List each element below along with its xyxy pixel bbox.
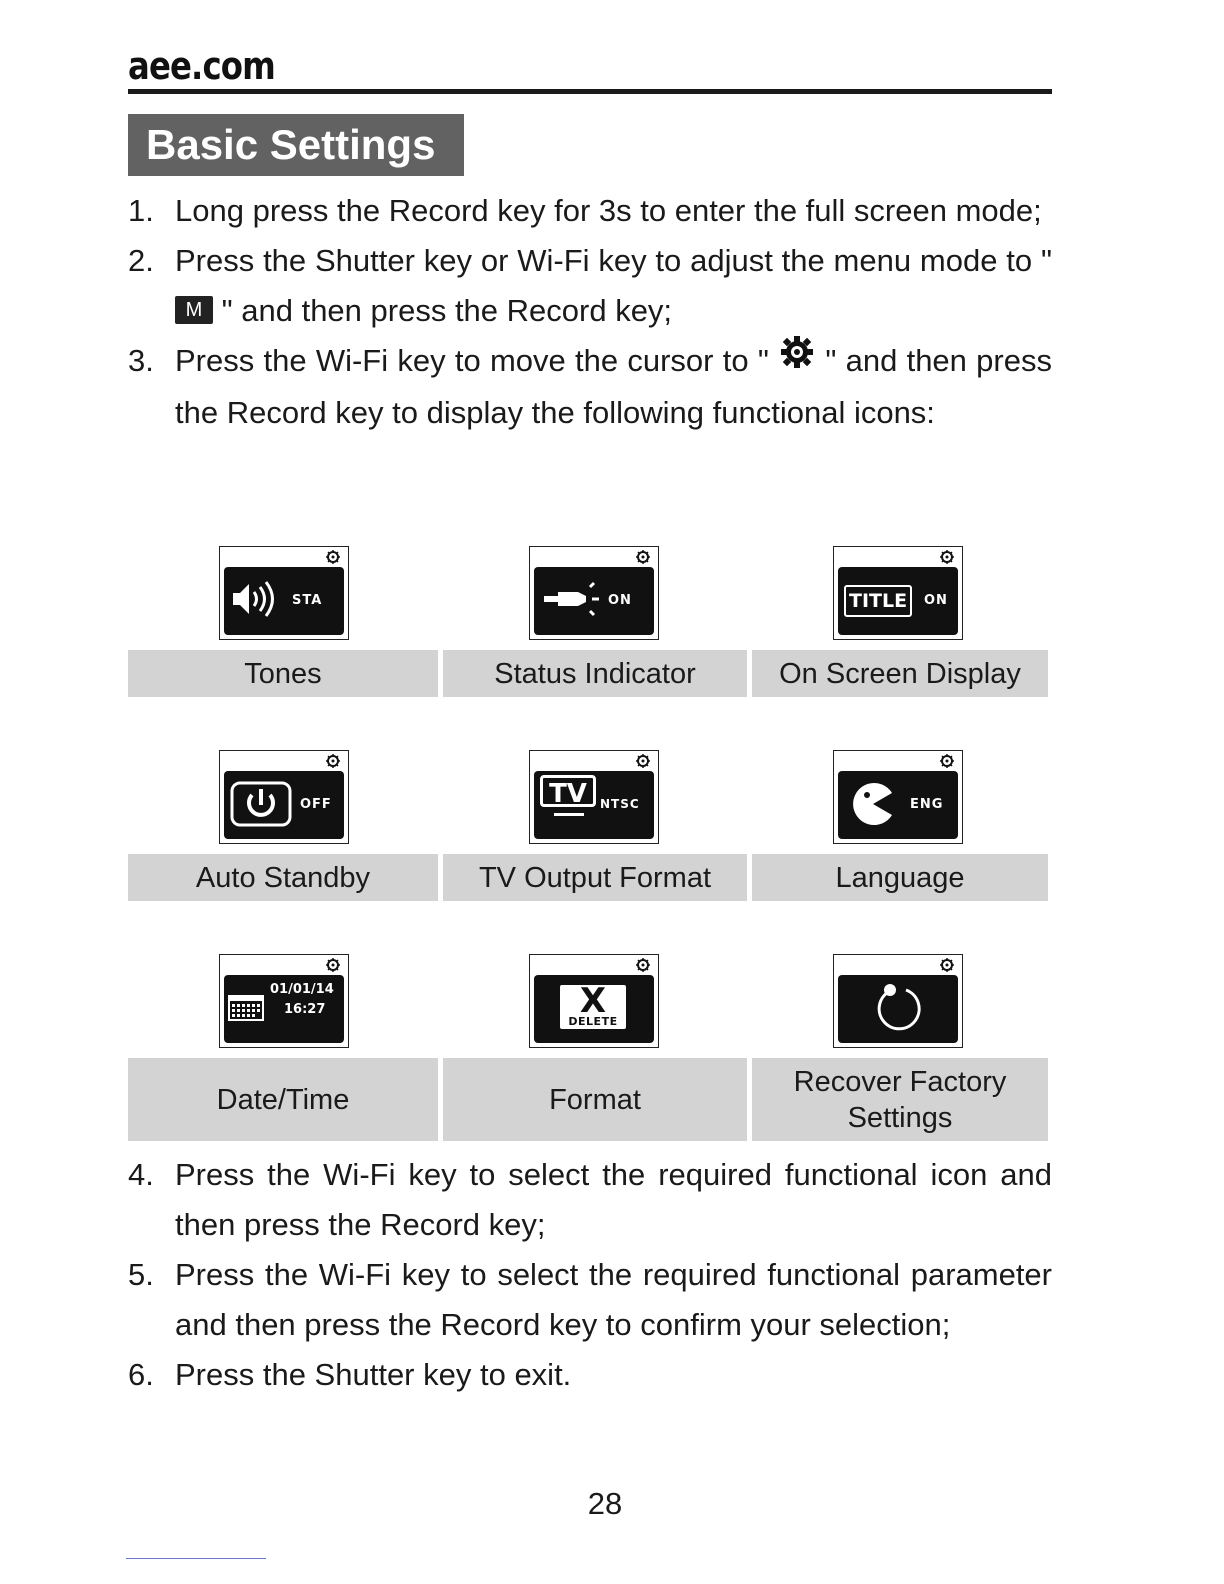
settings-gear-icon — [778, 334, 816, 385]
step-text-part: Press the Wi-Fi key to move the cursor to " — [175, 343, 769, 378]
calendar-icon — [228, 995, 264, 1021]
status-indicator-label: Status Indicator — [443, 650, 747, 697]
step-6 — [128, 1350, 1052, 1400]
tv-output-value: NTSC — [600, 797, 640, 811]
status-indicator-panel — [534, 567, 654, 635]
step-text — [175, 336, 1052, 438]
tv-icon: TV — [540, 775, 596, 807]
brand-logo: aee.com — [128, 44, 275, 88]
format-panel — [534, 975, 654, 1043]
step-5 — [128, 1250, 1052, 1350]
tones-panel — [224, 567, 344, 635]
date-time-panel — [224, 975, 344, 1043]
reset-icon — [872, 981, 926, 1035]
status-indicator-screen — [529, 546, 659, 640]
step-number: 4. — [128, 1157, 154, 1192]
speaker-icon — [230, 579, 286, 619]
step-text: Long press the Record key for 3s to enter the full screen mode; — [175, 193, 1042, 228]
corner-gear-icon — [940, 958, 954, 972]
functional-icons-grid — [128, 546, 1048, 1160]
power-icon — [230, 780, 294, 828]
corner-gear-icon — [326, 754, 340, 768]
step-text: Press the Wi-Fi key to select the required functional parameter and then press the Record key to confirm your selection; — [175, 1257, 1052, 1342]
date-time-screen — [219, 954, 349, 1048]
step-2 — [128, 236, 1052, 336]
footer-link-underline — [126, 1558, 266, 1559]
date-value: 01/01/14 — [270, 982, 334, 997]
language-label: Language — [752, 854, 1048, 901]
recover-factory-screen — [833, 954, 963, 1048]
language-screen — [833, 750, 963, 844]
delete-icon — [560, 981, 626, 1029]
osd-label: On Screen Display — [752, 650, 1048, 697]
auto-standby-screen — [219, 750, 349, 844]
tones-value: STA — [292, 593, 323, 608]
steps-list-bottom — [128, 1150, 1052, 1400]
step-1 — [128, 186, 1052, 236]
step-text: Press the Shutter key to exit. — [175, 1357, 572, 1392]
header-rule — [128, 89, 1052, 94]
osd-panel — [838, 567, 958, 635]
icon-row — [128, 954, 1048, 1160]
auto-standby-panel — [224, 771, 344, 839]
recover-factory-panel — [838, 975, 958, 1043]
light-indicator-icon — [542, 579, 602, 619]
language-value: ENG — [910, 797, 944, 812]
corner-gear-icon — [636, 958, 650, 972]
corner-gear-icon — [940, 754, 954, 768]
step-text — [175, 236, 1052, 336]
step-4 — [128, 1150, 1052, 1250]
tv-stand — [554, 813, 584, 816]
step-number: 1. — [128, 193, 154, 228]
delete-mark: X — [579, 981, 607, 1021]
corner-gear-icon — [326, 550, 340, 564]
auto-standby-value: OFF — [300, 797, 332, 812]
step-text-part: Press the Shutter key or Wi-Fi key to adjust the menu mode to " — [175, 243, 1052, 278]
corner-gear-icon — [636, 550, 650, 564]
osd-value: ON — [924, 593, 948, 608]
tv-output-label: TV Output Format — [443, 854, 747, 901]
osd-screen — [833, 546, 963, 640]
step-number: 6. — [128, 1357, 154, 1392]
page-number: 28 — [587, 1486, 623, 1521]
corner-gear-icon — [326, 958, 340, 972]
tv-output-screen — [529, 750, 659, 844]
step-text-part: " and then press the Record key to display the following functional icons: — [175, 343, 1052, 431]
format-label: Format — [443, 1058, 747, 1141]
format-screen — [529, 954, 659, 1048]
section-title: Basic Settings — [128, 114, 464, 176]
step-number: 3. — [128, 343, 154, 378]
recover-factory-label: Recover Factory Settings — [752, 1058, 1048, 1141]
step-text: Press the Wi-Fi key to select the required functional icon and then press the Record key; — [175, 1157, 1052, 1242]
icon-row — [128, 750, 1048, 954]
title-icon: TITLE — [844, 585, 912, 617]
time-value: 16:27 — [284, 1002, 326, 1017]
delete-text: DELETE — [568, 1015, 618, 1028]
tones-screen — [219, 546, 349, 640]
status-indicator-value: ON — [608, 593, 632, 608]
corner-gear-icon — [636, 754, 650, 768]
step-text-part: " and then press the Record key; — [221, 293, 673, 328]
step-3 — [128, 336, 1052, 438]
auto-standby-label: Auto Standby — [128, 854, 438, 901]
step-number: 2. — [128, 243, 154, 278]
step-number: 5. — [128, 1257, 154, 1292]
tones-label: Tones — [128, 650, 438, 697]
icon-row — [128, 546, 1048, 750]
menu-mode-icon: M — [175, 296, 213, 324]
language-panel — [838, 771, 958, 839]
tv-output-panel — [534, 771, 654, 839]
speech-head-icon — [850, 781, 896, 827]
corner-gear-icon — [940, 550, 954, 564]
date-time-label: Date/Time — [128, 1058, 438, 1141]
steps-list-top — [128, 186, 1052, 438]
